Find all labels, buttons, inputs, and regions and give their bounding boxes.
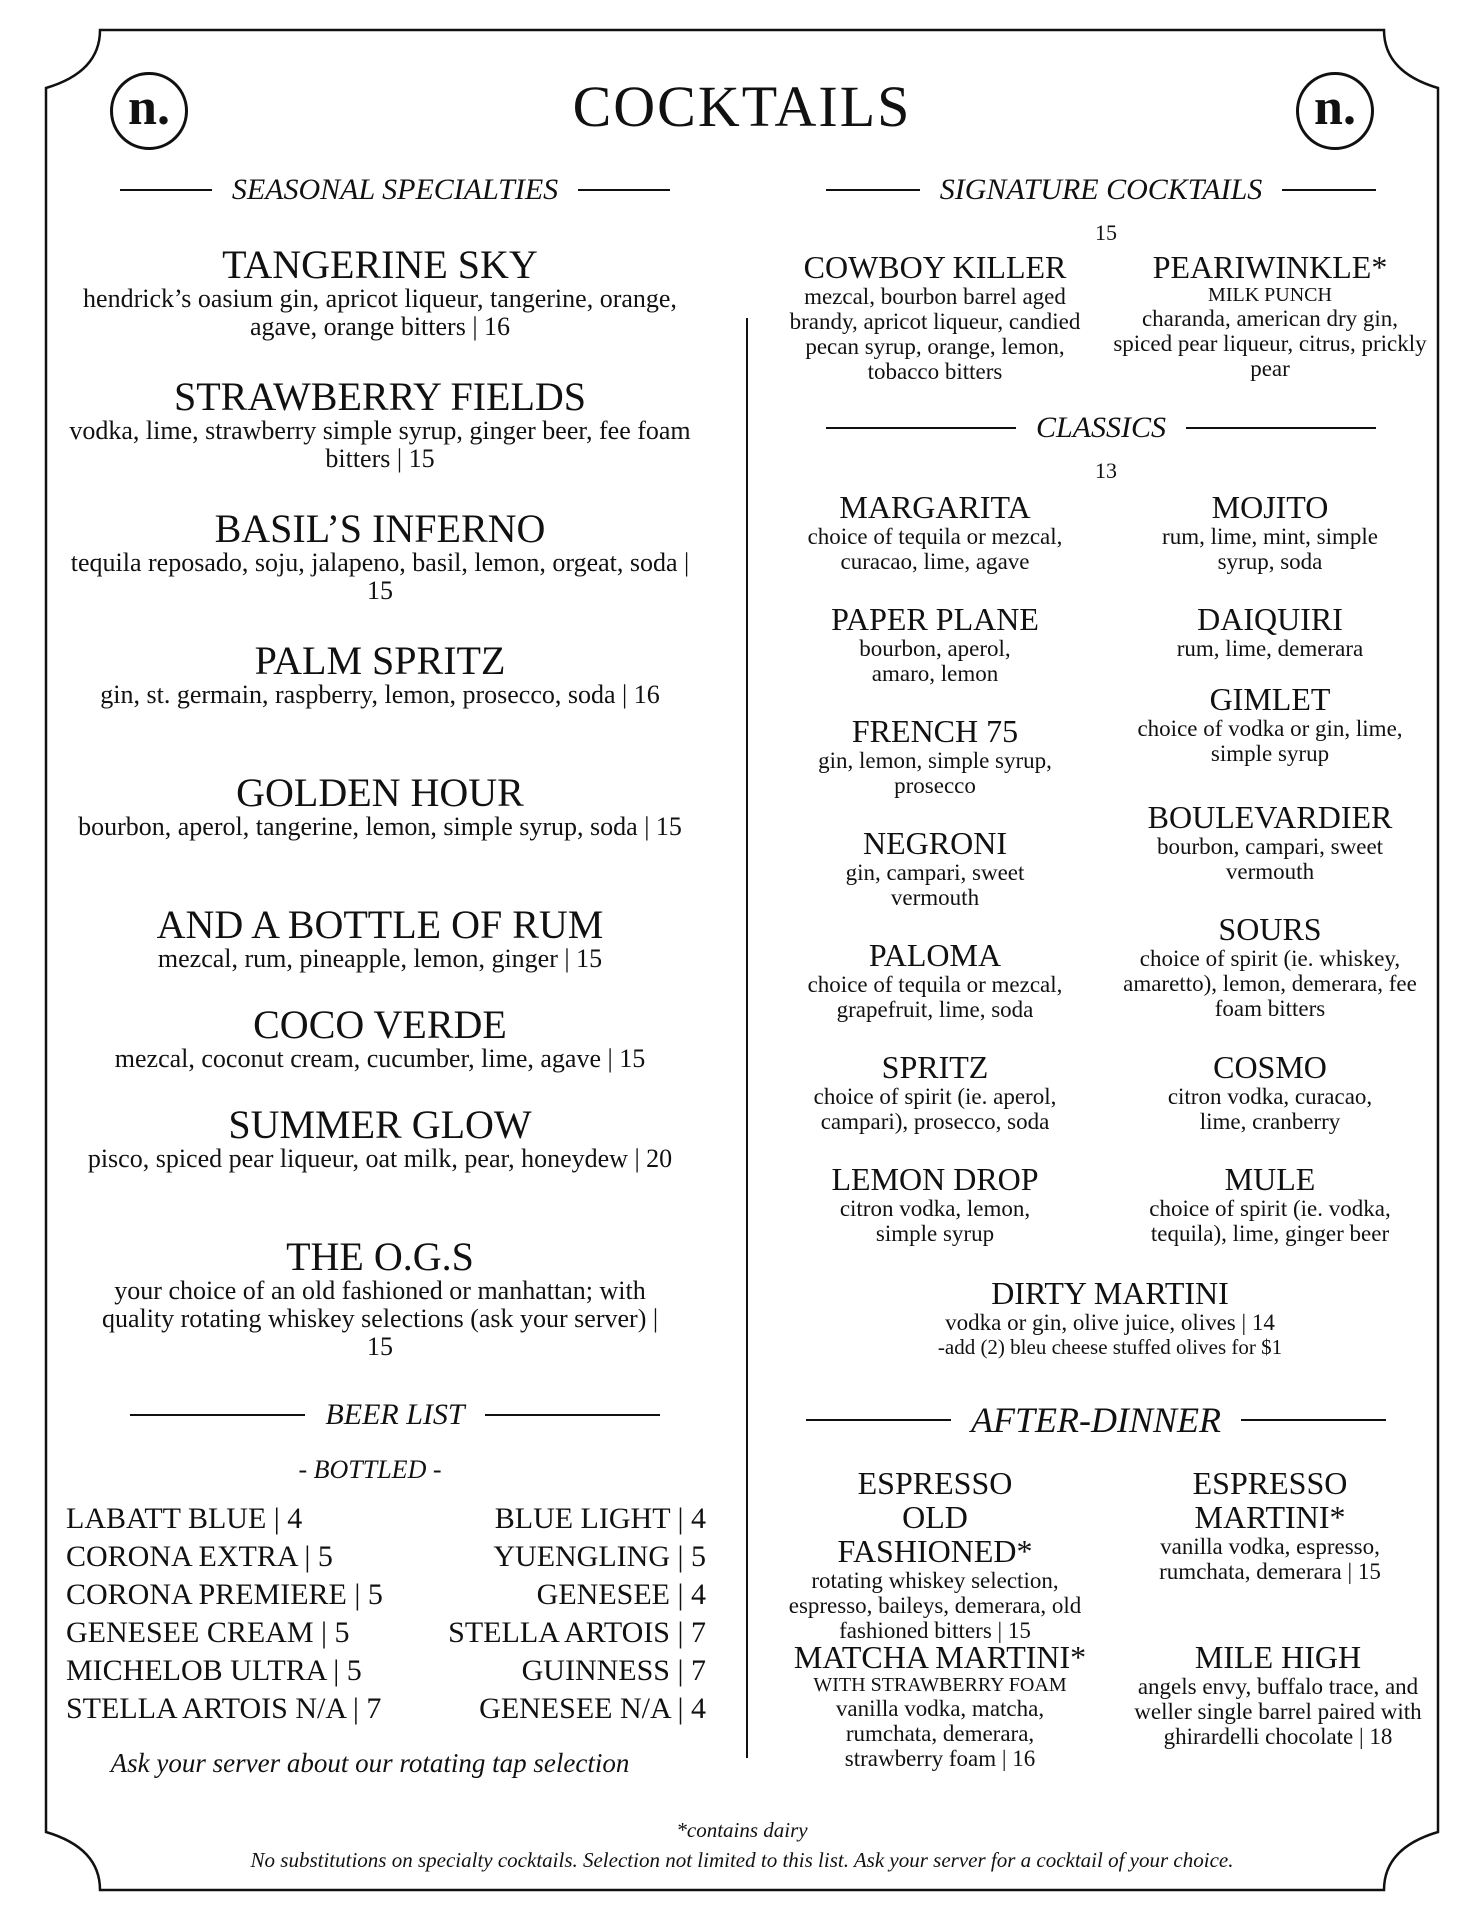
tap-note: Ask your server about our rotating tap selection [110, 1748, 630, 1778]
drink-name: GOLDEN HOUR [236, 770, 524, 815]
drink-desc: gin, campari, sweet vermouth [845, 860, 1025, 910]
seasonal-item [60, 1102, 700, 1173]
beer-item: LABATT BLUE | 4 [66, 1502, 303, 1535]
drink-desc: vodka, lime, strawberry simple syrup, ginger beer, fee foam bitters | 15 [69, 416, 691, 473]
drink-name: DAIQUIRI [1197, 601, 1343, 637]
drink-desc: choice of tequila or mezcal, grapefruit, lime, soda [807, 972, 1063, 1022]
classic-item [770, 1162, 1100, 1246]
beer-row [66, 1654, 706, 1692]
seasonal-item [60, 374, 700, 473]
beer-item: GENESEE | 4 [536, 1578, 706, 1611]
beer-item: GENESEE N/A | 4 [479, 1692, 706, 1725]
drink-name: MATCHA MARTINI* [793, 1639, 1087, 1675]
beer-row [66, 1692, 706, 1730]
drink-desc: vodka or gin, olive juice, olives | 14 [945, 1310, 1275, 1335]
beer-item: MICHELOB ULTRA | 5 [66, 1654, 362, 1687]
drink-name: ESPRESSO OLD FASHIONED* [837, 1465, 1033, 1569]
seasonal-heading: SEASONAL SPECIALTIES [100, 170, 690, 210]
drink-desc: vanilla vodka, matcha, rumchata, demerara, strawberry foam | 16 [835, 1696, 1045, 1771]
drink-name: LEMON DROP [831, 1161, 1039, 1197]
classic-item [770, 602, 1100, 686]
seasonal-item [60, 902, 700, 973]
drink-desc: charanda, american dry gin, spiced pear liqueur, citrus, prickly pear [1113, 306, 1427, 381]
beer-row [66, 1616, 706, 1654]
drink-desc: angels envy, buffalo trace, and weller single barrel paired with ghirardelli chocolate | 18 [1134, 1674, 1422, 1749]
drink-name: ESPRESSO MARTINI* [1192, 1465, 1348, 1535]
drink-name: GIMLET [1209, 681, 1331, 717]
classic-item [770, 826, 1100, 910]
drink-desc: citron vodka, curacao, lime, cranberry [1167, 1084, 1373, 1134]
signature-item [1110, 250, 1430, 381]
drink-desc: citron vodka, lemon, simple syrup [839, 1196, 1031, 1246]
drink-desc: mezcal, bourbon barrel aged brandy, apricot liqueur, candied pecan syrup, orange, lemon, tobacco bitters [789, 284, 1081, 384]
footer-note: No substitutions on specialty cocktails. Selection not limited to this list. Ask your server for a cocktail of your choice. [250, 1848, 1234, 1872]
drink-name: SPRITZ [881, 1049, 989, 1085]
drink-name: AND A BOTTLE OF RUM [156, 902, 604, 947]
drink-name: COCO VERDE [253, 1002, 507, 1047]
beer-item: CORONA PREMIERE | 5 [66, 1578, 383, 1611]
drink-name: BASIL’S INFERNO [214, 506, 546, 551]
seasonal-item [60, 638, 700, 709]
signature-price: 15 [1095, 220, 1117, 245]
drink-desc: gin, st. germain, raspberry, lemon, prosecco, soda | 16 [100, 680, 660, 709]
classics-heading: CLASSICS [806, 408, 1396, 448]
after-dinner-item [1110, 1466, 1430, 1584]
drink-subtitle: MILK PUNCH [1208, 284, 1332, 306]
classics-price: 13 [1095, 458, 1117, 483]
beer-row [66, 1502, 706, 1540]
drink-desc: vanilla vodka, espresso, rumchata, demerara | 15 [1159, 1534, 1381, 1584]
drink-name: PAPER PLANE [831, 601, 1039, 637]
beer-item: GENESEE CREAM | 5 [66, 1616, 350, 1649]
signature-heading: SIGNATURE COCKTAILS [806, 170, 1396, 210]
drink-name: STRAWBERRY FIELDS [173, 374, 587, 419]
drink-desc: pisco, spiced pear liqueur, oat milk, pear, honeydew | 20 [87, 1144, 673, 1173]
drink-desc: mezcal, rum, pineapple, lemon, ginger | 15 [157, 944, 603, 973]
signature-item [770, 250, 1100, 384]
dairy-note: *contains dairy [676, 1818, 808, 1842]
drink-name: MILE HIGH [1194, 1639, 1362, 1675]
drink-desc: bourbon, campari, sweet vermouth [1156, 834, 1384, 884]
drink-desc: rum, lime, demerara [1176, 636, 1364, 661]
classic-item [770, 1050, 1100, 1134]
drink-name: MOJITO [1211, 489, 1329, 525]
beer-item: STELLA ARTOIS | 7 [448, 1616, 706, 1649]
beer-row [66, 1540, 706, 1578]
drink-name: SOURS [1218, 911, 1322, 947]
classic-item [1110, 800, 1430, 884]
classic-item [1110, 1050, 1430, 1134]
drink-desc: tequila reposado, soju, jalapeno, basil, lemon, orgeat, soda | 15 [70, 548, 690, 605]
drink-desc: choice of vodka or gin, lime, simple syrup [1137, 716, 1403, 766]
beer-item: CORONA EXTRA | 5 [66, 1540, 333, 1573]
beer-row [66, 1578, 706, 1616]
classic-item [1110, 490, 1430, 574]
drink-name: COWBOY KILLER [803, 249, 1067, 285]
beer-subheading: - BOTTLED - [298, 1455, 442, 1484]
drink-desc: rum, lime, mint, simple syrup, soda [1162, 524, 1378, 574]
drink-desc: choice of spirit (ie. aperol, campari), prosecco, soda [813, 1084, 1057, 1134]
drink-name: BOULEVARDIER [1147, 799, 1393, 835]
drink-desc: bourbon, aperol, amaro, lemon [859, 636, 1011, 686]
classic-item [820, 1276, 1400, 1360]
drink-desc: choice of spirit (ie. whiskey, amaretto), lemon, demerara, fee foam bitters [1123, 946, 1417, 1021]
classic-item [1110, 682, 1430, 766]
classic-item [770, 490, 1100, 574]
drink-name: PALOMA [868, 937, 1002, 973]
after-dinner-item [770, 1466, 1100, 1643]
drink-name: MARGARITA [839, 489, 1031, 525]
seasonal-item [60, 506, 700, 605]
drink-desc: your choice of an old fashioned or manhattan; with quality rotating whiskey selections (ask your server) | 15 [101, 1276, 659, 1361]
drink-name: TANGERINE SKY [222, 242, 538, 287]
logo-left: n. [110, 72, 188, 150]
classic-item [1110, 912, 1430, 1021]
seasonal-item [60, 242, 700, 341]
drink-desc: bourbon, aperol, tangerine, lemon, simple syrup, soda | 15 [78, 812, 682, 841]
drink-name: FRENCH 75 [851, 713, 1019, 749]
seasonal-item [60, 770, 700, 841]
drink-subtitle: WITH STRAWBERRY FOAM [813, 1674, 1067, 1696]
drink-name: PALM SPRITZ [254, 638, 506, 683]
beer-item: BLUE LIGHT | 4 [494, 1502, 706, 1535]
drink-name: NEGRONI [863, 825, 1007, 861]
beer-heading: BEER LIST [110, 1395, 680, 1435]
seasonal-item [60, 1002, 700, 1073]
drink-name: SUMMER GLOW [228, 1102, 532, 1147]
seasonal-item [60, 1234, 700, 1361]
column-divider [746, 318, 748, 1758]
after-dinner-heading: AFTER-DINNER [786, 1400, 1406, 1440]
beer-item: YUENGLING | 5 [493, 1540, 706, 1573]
drink-desc: hendrick’s oasium gin, apricot liqueur, tangerine, orange, agave, orange bitters | 16 [83, 284, 677, 341]
drink-name: THE O.G.S [286, 1234, 474, 1279]
beer-item: STELLA ARTOIS N/A | 7 [66, 1692, 382, 1725]
drink-desc: gin, lemon, simple syrup, prosecco [818, 748, 1052, 798]
drink-addon: -add (2) bleu cheese stuffed olives for $1 [937, 1335, 1283, 1359]
drink-desc: choice of spirit (ie. vodka, tequila), lime, ginger beer [1149, 1196, 1391, 1246]
drink-name: PEARIWINKLE* [1152, 249, 1388, 285]
classic-item [1110, 1162, 1430, 1246]
drink-name: DIRTY MARTINI [991, 1275, 1229, 1311]
classic-item [1110, 602, 1430, 661]
after-dinner-item [1118, 1640, 1438, 1749]
drink-desc: mezcal, coconut cream, cucumber, lime, agave | 15 [114, 1044, 646, 1073]
after-dinner-item [770, 1640, 1110, 1771]
beer-item: GUINNESS | 7 [521, 1654, 706, 1687]
drink-desc: rotating whiskey selection, espresso, baileys, demerara, old fashioned bitters | 15 [788, 1568, 1082, 1643]
page-title: COCKTAILS [572, 74, 912, 139]
logo-right: n. [1296, 72, 1374, 150]
classic-item [770, 938, 1100, 1022]
drink-desc: choice of tequila or mezcal, curacao, lime, agave [807, 524, 1063, 574]
drink-name: COSMO [1213, 1049, 1327, 1085]
drink-name: MULE [1224, 1161, 1316, 1197]
classic-item [770, 714, 1100, 798]
